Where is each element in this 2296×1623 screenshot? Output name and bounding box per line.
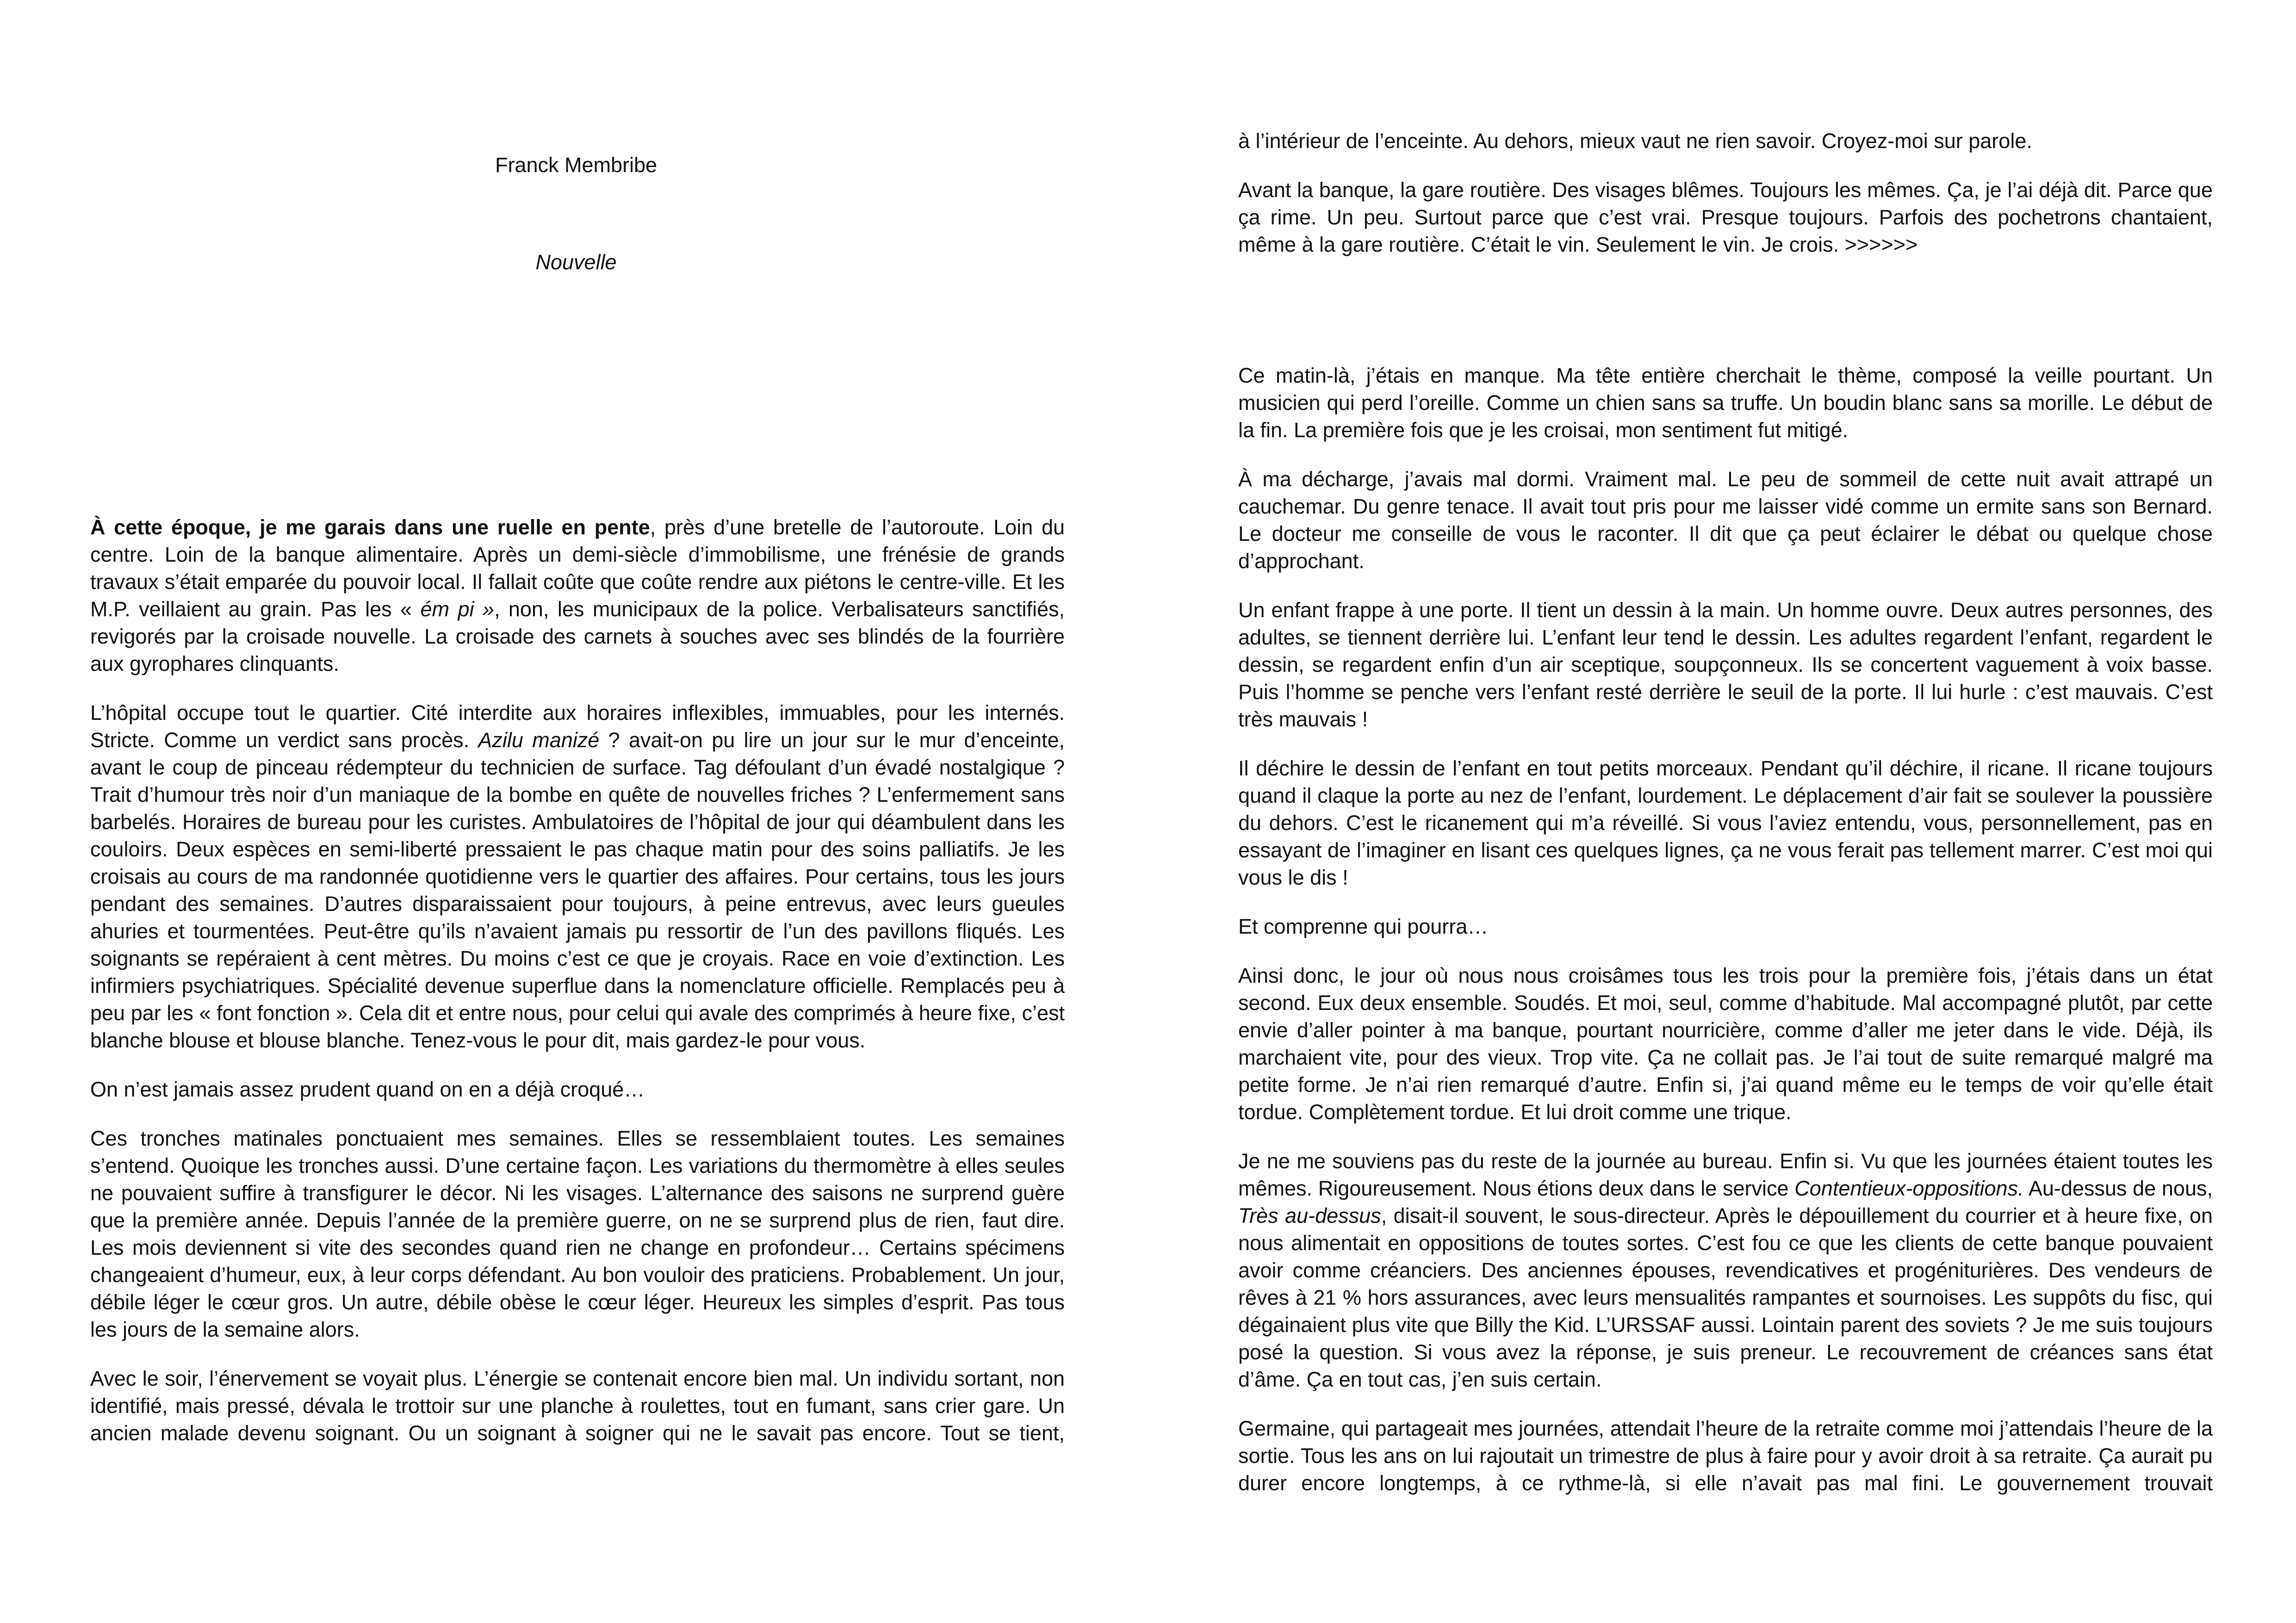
paragraph-2-text-b: ? avait-on pu lire un jour sur le mur d’enceinte, avant le coup de pinceau rédempteur du technicien de surface. Tag défoulant d’un évadé nostalgique ? Trait d’humour très noir d’un maniaque de la bombe en quête de nouvelles friches ? L’enfermement sans barbelés. Horaires de bureau pour les curistes. Ambulatoires de l’hôpital de jour qui déambulent dans les couloirs. Deux espèces en semi-liberté pressaient le pas chaque matin pour des soins palliatifs. Je les croisais au cours de ma randonnée quotidienne vers le quartier des affaires. Pour certains, tous les jours pendant des semaines. D’autres disparaissaient pour toujours, à peine entrevus, avec leurs gueules ahuries et tourmentées. Peut-être qu’ils n’avaient jamais pu ressortir de l’un des pavillons fliqués. Les soignants se repéraient à cent mètres. Du moins c’est ce que je croyais. Race en voie d’extinction. Les infirmiers psychiatriques. Spécialité devenue superflue dans la nomenclature officielle. Remplacés peu à peu par les « font fonction ». Cela dit et entre nous, pour celui qui avale des comprimés à heure fixe, c’est blanche blouse et blouse blanche. Tenez-vous le pour dit, mais gardez-le pour vous. (90, 728, 1065, 1052)
paragraph-r7: Et comprenne qui pourra… (1238, 915, 1489, 938)
paragraph-r9 (1238, 1147, 2213, 1393)
paragraph-5: Avec le soir, l’énervement se voyait plus. L’énergie se contenait encore bien mal. Un individu sortant, non identifié, mais pressé, dévala le trottoir sur une planche à roulettes, tout en fumant, sans crier gare. Un ancien malade devenu soignant. Ou un soignant à soigner qui ne le savait pas encore. Tout se tient, (90, 1367, 1065, 1445)
paragraph-r2: Avant la banque, la gare routière. Des visages blêmes. Toujours les mêmes. Ça, je l’ai déjà dit. Parce que ça rime. Un peu. Surtout parce que c’est vrai. Presque toujours. Parfois des pochetrons chantaient, même à la gare routière. C’était le vin. Seulement le vin. Je crois. >>>>>> (1238, 178, 2213, 256)
paragraph-4: Ces tronches matinales ponctuaient mes semaines. Elles se ressemblaient toutes. Les semaines s’entend. Quoique les tronches aussi. D’une certaine façon. Les variations du thermomètre à elles seules ne pouvaient suffire à transfigurer le décor. Ni les visages. L’alternance des saisons ne surprend guère que la première année. Depuis l’année de la première guerre, on ne se surprend plus de rien, faut dire. Les mois deviennent si vite des secondes quand rien ne change en profondeur… Certains spécimens changeaient d’humeur, eux, à leur corps défendant. Au bon vouloir des praticiens. Probablement. Un jour, débile léger le cœur gros. Un autre, débile obèse le cœur léger. Heureux les simples d’esprit. Pas tous les jours de la semaine alors. (90, 1127, 1065, 1341)
paragraph-r4: À ma décharge, j’avais mal dormi. Vraiment mal. Le peu de sommeil de cette nuit avait attrapé un cauchemar. Du genre tenace. Il avait tout pris pour me laisser vidé comme un ermite sans son Bernard. Le docteur me conseille de vous le raconter. Il dit que ça peut éclairer le débat ou quelque chose d’approchant. (1238, 467, 2213, 573)
opening-phrase: À cette époque, je me garais dans une ruelle en pente (90, 515, 650, 539)
paragraph-r9-italic: Très au-dessus (1238, 1204, 1381, 1227)
service-name: Contentieux-oppositions. (1794, 1177, 2024, 1200)
paragraph-1-text-b: , non, les municipaux de la police. Verbalisateurs sanctifiés, revigorés par la croisade nouvelle. La croisade des carnets à souches avec ses blindés de la fourrière aux gyrophares clinquants. (90, 597, 1065, 675)
paragraph-2 (90, 699, 1065, 1054)
paragraph-1-text-a: , près d’une bretelle de l’autoroute. Loin du centre. Loin de la banque alimentaire. Après un demi-siècle d’immobilisme, une frénésie de grands travaux s’était emparée du pouvoir local. Il fallait coûte que coûte rendre aux piétons le centre-ville. Et les M.P. veillaient au grain. Pas les « (90, 515, 1065, 621)
author-name: Franck Membribe (495, 153, 658, 177)
paragraph-1 (90, 514, 1065, 677)
paragraph-r10: Germaine, qui partageait mes journées, attendait l’heure de la retraite comme moi j’attendais l’heure de la sortie. Tous les ans on lui rajoutait un trimestre de plus à faire pour y avoir droit à sa retraite. Ça aurait pu durer encore longtemps, à ce rythme-là, si elle n’avait pas mal fini. Le gouvernement trouvait (1238, 1417, 2213, 1495)
section-break (1238, 280, 2213, 362)
right-page (1148, 0, 2296, 1623)
paragraph-r3: Ce matin-là, j’étais en manque. Ma tête entière cherchait le thème, composé la veille pourtant. Un musicien qui perd l’oreille. Comme un chien sans sa truffe. Un boudin blanc sans sa morille. Le début de la fin. La première fois que je les croisai, mon sentiment fut mitigé. (1238, 364, 2213, 442)
paragraph-r9-text-b: Au-dessus de nous, (2023, 1177, 2213, 1200)
paragraph-3: On n’est jamais assez prudent quand on en a déjà croqué… (90, 1078, 645, 1101)
paragraph-r8: Ainsi donc, le jour où nous nous croisâmes tous les trois pour la première fois, j’étais dans un état second. Eux deux ensemble. Soudés. Et moi, seul, comme d’habitude. Mal accompagné plutôt, par cette envie d’aller pointer à ma banque, pourtant nourricière, comme d’aller me jeter dans le vide. Déjà, ils marchaient vite, pour des vieux. Trop vite. Ça ne collait pas. Je l’ai tout de suite remarqué malgré ma petite forme. Je n’ai rien remarqué d’autre. Enfin si, j’ai quand même eu le temps de voir qu’elle était tordue. Complètement tordue. Et lui droit comme une trique. (1238, 964, 2213, 1124)
paragraph-r9-text-a: Je ne me souviens pas du reste de la journée au bureau. Enfin si. Vu que les journées étaient toutes les mêmes. Rigoureusement. Nous étions deux dans le service (1238, 1149, 2213, 1200)
paragraph-2-text-a: L’hôpital occupe tout le quartier. Cité interdite aux horaires inflexibles, immuables, pour les internés. Stricte. Comme un verdict sans procès. (90, 701, 1065, 752)
paragraph-r1: à l’intérieur de l’enceinte. Au dehors, mieux vaut ne rien savoir. Croyez-moi sur parole. (1238, 129, 2032, 153)
paragraph-2-italic: Azilu manizé (478, 728, 600, 752)
paragraph-r9-text-c: , disait-il souvent, le sous-directeur. Après le dépouillement du courrier et à heure fixe, on nous alimentait en oppositions de toutes sortes. C’est fou ce que les clients de cette banque pouvaient avoir comme créanciers. Des anciennes épouses, revendicatives et progéniturières. Des vendeurs de rêves à 21 % hors assurances, avec leurs mensualités rampantes et sournoises. Les suppôts du fisc, qui dégainaient plus vite que Billy the Kid. L’URSSAF aussi. Lointain parent des soviets ? Je me suis toujours posé la question. Si vous avez la réponse, je suis preneur. Le recouvrement de créances sans état d’âme. Ça en tout cas, j’en suis certain. (1238, 1204, 2213, 1391)
genre-label: Nouvelle (535, 250, 617, 274)
right-text-block (1238, 127, 2213, 1518)
paragraph-1-italic: ém pi » (420, 597, 494, 621)
left-text-block (90, 514, 1065, 1468)
paragraph-r5: Un enfant frappe à une porte. Il tient un dessin à la main. Un homme ouvre. Deux autres personnes, des adultes, se tiennent derrière lui. L’enfant leur tend le dessin. Les adultes regardent l’enfant, regardent le dessin, se regardent enfin d’un air sceptique, soupçonneux. Ils se concertent vaguement à voix basse. Puis l’homme se penche vers l’enfant resté derrière le seuil de la porte. Il lui hurle : c’est mauvais. C’est très mauvais ! (1238, 598, 2213, 731)
paragraph-r6: Il déchire le dessin de l’enfant en tout petits morceaux. Pendant qu’il déchire, il ricane. Il ricane toujours quand il claque la porte au nez de l’enfant, lourdement. Le déplacement d’air fait se soulever la poussière du dehors. C’est le ricanement qui m’a réveillé. Si vous l’aviez entendu, vous, personnellement, pas en essayant de l’imaginer en lisant ces quelques lignes, ça ne vous ferait pas tellement marrer. C’est moi qui vous le dis ! (1238, 756, 2213, 889)
